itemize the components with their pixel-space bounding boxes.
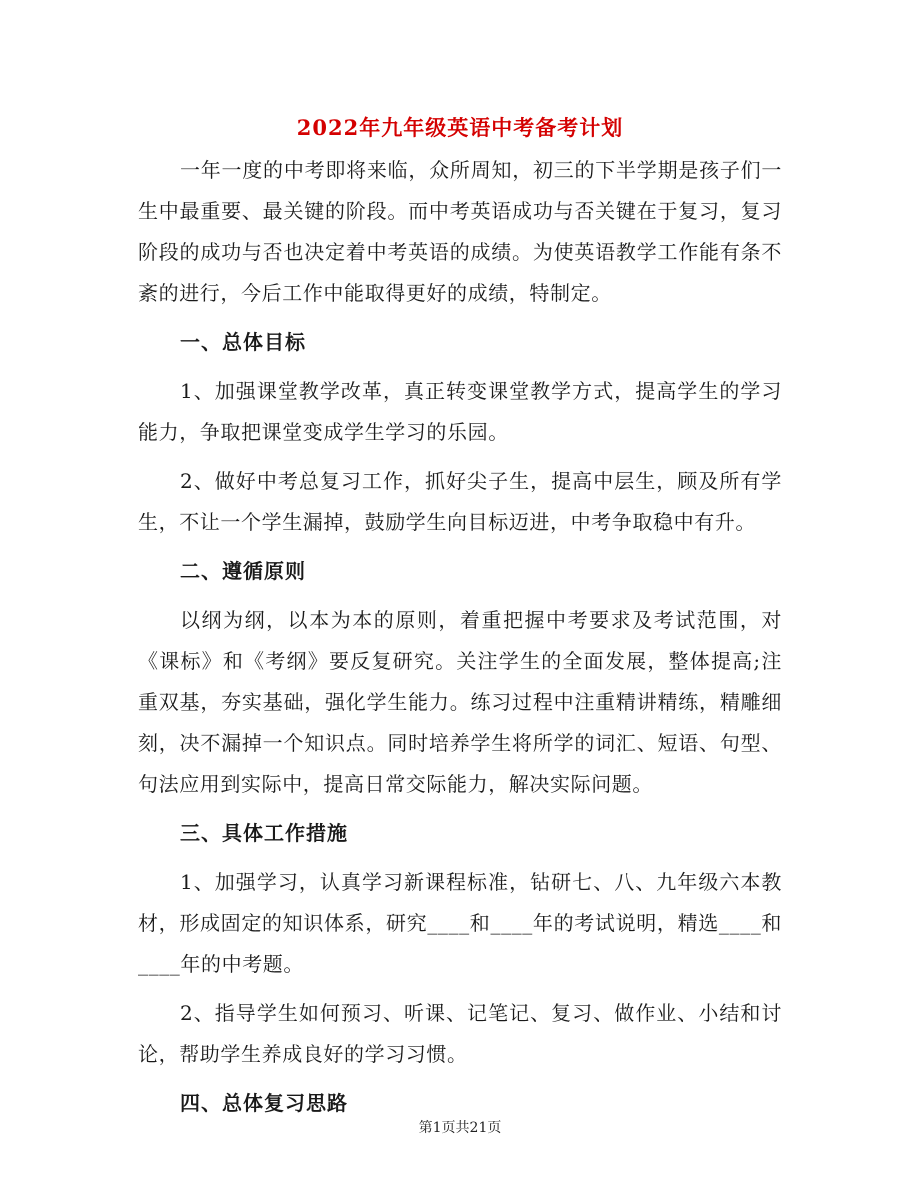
intro-paragraph: 一年一度的中考即将来临，众所周知，初三的下半学期是孩子们一生中最重要、最关键的阶段。而中考英语成功与否关键在于复习，复习阶段的成功与否也决定着中考英语的成绩。为使英语教学工作能有条不紊的进行，今后工作中能取得更好的成绩，特制定。 — [138, 158, 782, 305]
spacer — [138, 985, 782, 993]
spacer — [138, 453, 782, 461]
goal-item-1: 1、加强课堂教学改革，真正转变课堂教学方式，提高学生的学习能力，争取把课堂变成学生学习的乐园。 — [138, 379, 782, 444]
document-title: 2022年九年级英语中考备考计划 — [296, 115, 624, 140]
spacer — [138, 805, 782, 813]
measure-item-1: 1、加强学习，认真学习新课程标准，钻研七、八、九年级六本教材，形成固定的知识体系，研究____和____年的考试说明，精选____和____年的中考题。 — [138, 870, 782, 976]
section-heading-goals: 一、总体目标 — [180, 330, 306, 354]
section-heading-review-approach: 四、总体复习思路 — [180, 1091, 348, 1115]
goal-item-2: 2、做好中考总复习工作，抓好尖子生，提高中层生，顾及所有学生，不让一个学生漏掉，鼓励学生向目标迈进，中考争取稳中有升。 — [138, 469, 782, 534]
spacer — [138, 314, 782, 322]
page-number-footer: 第1页共21页 — [418, 1120, 502, 1136]
spacer — [138, 363, 782, 371]
spacer — [138, 1075, 782, 1083]
principles-paragraph: 以纲为纲，以本为本的原则，着重把握中考要求及考试范围，对《课标》和《考纲》要反复研究。关注学生的全面发展，整体提高;注重双基，夯实基础，强化学生能力。练习过程中注重精讲精练，精雕细刻，决不漏掉一个知识点。同时培养学生将所学的词汇、短语、句型、句法应用到实际中，提高日常交际能力，解决实际问题。 — [138, 608, 782, 796]
section-heading-principles: 二、遵循原则 — [180, 559, 306, 583]
section-heading-measures: 三、具体工作措施 — [180, 821, 348, 845]
spacer — [138, 592, 782, 600]
measure-item-2: 2、指导学生如何预习、听课、记笔记、复习、做作业、小结和讨论，帮助学生养成良好的学习习惯。 — [138, 1001, 782, 1066]
document-body — [138, 150, 782, 1124]
spacer — [138, 543, 782, 551]
spacer — [138, 854, 782, 862]
